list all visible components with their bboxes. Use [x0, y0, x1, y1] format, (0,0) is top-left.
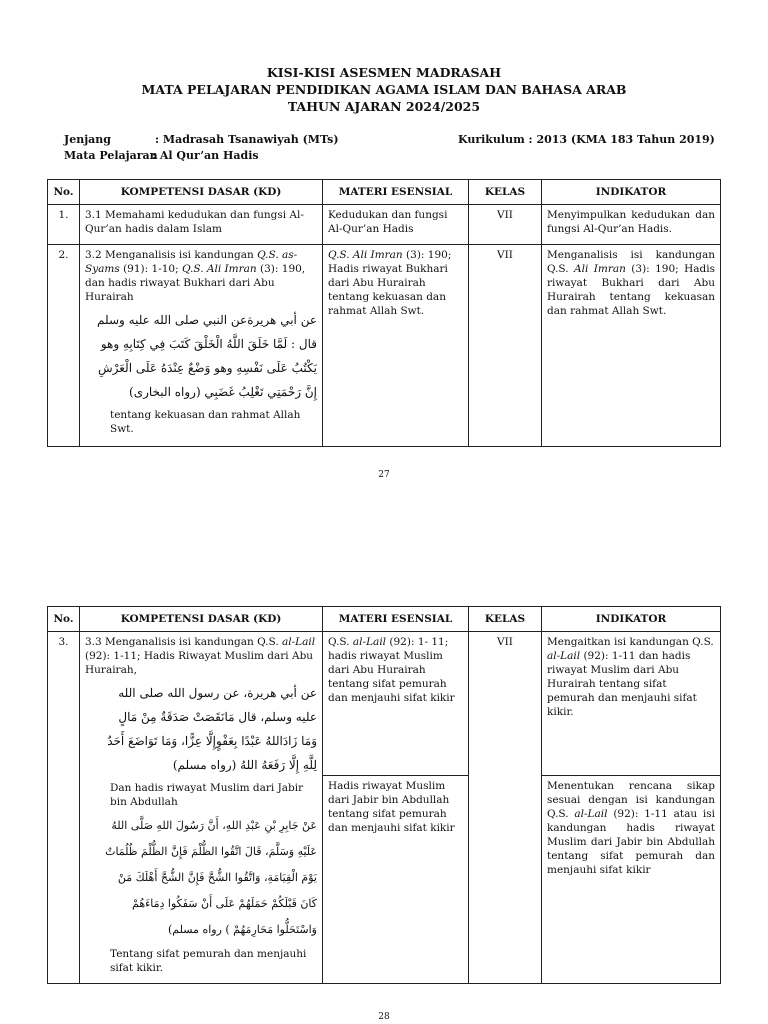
indikator-surah-name: al-Lail	[547, 650, 581, 662]
kd-code: 3.2	[85, 249, 102, 261]
row-kd	[80, 632, 323, 984]
mapel-value: : Al Qur’an Hadis	[152, 149, 259, 162]
table-row	[48, 205, 721, 245]
row-kelas: VII	[469, 632, 542, 984]
kd-text-part: (91): 1-10;	[119, 263, 182, 275]
indikator-text: (3): 190; Hadis riwayat Bukhari dari Abu Hurairah tentang kekuasan dan rahmat Allah Swt.	[547, 263, 715, 317]
kd-code: 3.3	[85, 636, 102, 648]
row-no: 3.	[48, 632, 80, 984]
row-indikator: Menyimpulkan kedudukan dan fungsi Al-Qur’an Hadis.	[542, 205, 721, 245]
kd-surah-name: al-Lail	[282, 636, 316, 648]
kd-tail: tentang kekuasan dan rahmat Allah Swt.	[110, 409, 301, 435]
header-kd: KOMPETENSI DASAR (KD)	[80, 180, 323, 205]
indikator-text: (92): 1-11 atau isi kandungan hadis riwayat Muslim dari Jabir bin Abdullah tentang sifat pemurah dan menjauhi sifat kikir	[547, 808, 716, 876]
kurikulum: Kurikulum : 2013 (KMA 183 Tahun 2019)	[458, 133, 715, 146]
indikator-text: Mengaitkan isi kandungan Q.S.	[547, 636, 714, 648]
page-number: 27	[378, 470, 390, 480]
table-row	[48, 245, 721, 447]
kisi-table-page-28	[47, 606, 721, 984]
materi-surah-name: al-Lail	[352, 636, 387, 648]
kd-text-part: (92): 1-11; Hadis Riwayat Muslim dari Abu Hurairah,	[85, 650, 314, 676]
indikator-cell-1	[542, 632, 720, 776]
jenjang-label: Jenjang	[64, 133, 111, 146]
indikator-cell-2	[542, 776, 720, 880]
materi-text: Q.S.	[328, 636, 353, 648]
kisi-table-page-27	[47, 179, 721, 447]
header-materi: MATERI ESENSIAL	[323, 607, 469, 632]
table-header-row	[48, 607, 721, 632]
indikator-surah-name: Ali Imran	[574, 263, 626, 275]
kd-text-part: Menganalisis isi kandungan Q.S.	[105, 636, 282, 648]
row-kd	[80, 205, 323, 245]
header-no: No.	[48, 180, 80, 205]
row-materi	[323, 632, 469, 984]
materi-text: (3): 190; Hadis riwayat Bukhari dari Abu Hurairah tentang kekuasan dan rahmat Allah Swt.	[328, 249, 452, 317]
header-no: No.	[48, 607, 80, 632]
header-kd: KOMPETENSI DASAR (KD)	[80, 607, 323, 632]
indikator-text: Menentukan rencana sikap sesuai dengan isi kandungan Q.S.	[547, 780, 715, 820]
indikator-text: (92): 1-11 dan hadis riwayat Muslim dari Abu Hurairah tentang sifat pemurah dan menjauhi sifat kikir.	[547, 650, 697, 718]
kd-surah-name: Q.S. as-Syams	[85, 249, 298, 275]
mapel-label: Mata Pelajaran	[64, 149, 158, 162]
kd-text-part: (3): 190, dan hadis riwayat Bukhari dari Abu Hurairah	[85, 263, 306, 303]
row-materi	[323, 245, 469, 447]
materi-cell-1	[323, 632, 468, 776]
materi-cell-2: Hadis riwayat Muslim dari Jabir bin Abdullah tentang sifat pemurah dan menjauhi sifat kikir	[328, 780, 455, 834]
row-indikator	[542, 632, 721, 984]
kd-text: Memahami kedudukan dan fungsi Al-Qur’an hadis dalam Islam	[85, 209, 304, 235]
kd-text-part: Menganalisis isi kandungan	[105, 249, 258, 261]
arabic-hadith-text: عن أبي هريرة، عن رسول الله صلى الله عليه وسلم، قال مَانَقَصَتْ صَدَقَةٌ مِنْ مَالٍ وَمَا زَادَاللهُ عَبْدًا بِعَفْوٍإِلَّا عِزًّا، وَمَا تَوَاضَعَ أَحَدٌ لِلَّهِ إِلَّا رَفَعَهُ اللهُ (رواه مسلم)	[107, 686, 317, 772]
header-indikator: INDIKATOR	[542, 180, 721, 205]
row-no: 1.	[48, 205, 80, 245]
indikator-text: Menganalisis isi kandungan Q.S.	[547, 249, 715, 275]
doc-subtitle: MATA PELAJARAN PENDIDIKAN AGAMA ISLAM DAN BAHASA ARAB	[141, 82, 627, 97]
header-materi: MATERI ESENSIAL	[323, 180, 469, 205]
materi-surah-name: Q.S. Ali Imran	[328, 249, 403, 261]
kd-tail: Tentang sifat pemurah dan menjauhi sifat kikir.	[110, 948, 307, 974]
row-kelas: VII	[469, 205, 542, 245]
row-kd	[80, 245, 323, 447]
arabic-hadith-text: عن أبي هريرةعن النبي صلى الله عليه وسلم قال : لَمَّا خَلَقَ اللَّهُ الْخَلْقَ كَتَبَ فِي كِتَابِهِ وهو يَكْتُبُ عَلَى نَفْسِهِ وهو وَضْعٌ عِنْدَهُ عَلَى الْعَرْشِ إِنَّ رَحْمَتِي تَغْلِبُ غَضَبِي (رواه البخارى)	[97, 313, 317, 399]
kd-code: 3.1	[85, 209, 102, 221]
header-indikator: INDIKATOR	[542, 607, 721, 632]
doc-year: TAHUN AJARAN 2024/2025	[287, 99, 481, 114]
row-kelas: VII	[469, 245, 542, 447]
kd-surah-name: Q.S. Ali Imran	[181, 263, 257, 275]
row-indikator	[542, 245, 721, 447]
table-row	[48, 632, 721, 984]
kd-mid: Dan hadis riwayat Muslim dari Jabir bin Abdullah	[110, 782, 304, 808]
page-number: 28	[378, 1012, 390, 1022]
header-kelas: KELAS	[469, 180, 542, 205]
materi-text: (92): 1- 11; hadis riwayat Muslim dari Abu Hurairah tentang sifat pemurah dan menjauhi sifat kikir	[328, 636, 455, 704]
jenjang-value: : Madrasah Tsanawiyah (MTs)	[155, 133, 339, 146]
doc-title: KISI-KISI ASESMEN MADRASAH	[266, 65, 502, 80]
arabic-hadith-text: عَنْ جَابِرِ بْنِ عَبْدِ اللهِ، أَنَّ رَسُولَ اللهِ صَلَّى اللهُ عَلَيْهِ وَسَلَّمَ، قَالَ اتَّقُوا الظُّلْمَ فَإِنَّ الظُّلْمَ ظُلُمَاتٌ يَوْمَ الْقِيَامَةِ، وَاتَّقُوا الشُّحَّ فَإِنَّ الشُّحَّ أَهْلَكَ مَنْ كَانَ قَبْلَكُمْ حَمَلَهُمْ عَلَى أَنْ سَفَكُوا دِمَاءَهُمْ وَاسْتَحَلُّوا مَحَارِمَهُمْ ) رواه مسلم)	[105, 819, 317, 936]
header-kelas: KELAS	[469, 607, 542, 632]
indikator-surah-name: al-Lail	[574, 808, 608, 820]
row-no: 2.	[48, 245, 80, 447]
table-header-row	[48, 180, 721, 205]
row-materi: Kedudukan dan fungsi Al-Qur’an Hadis	[323, 205, 469, 245]
